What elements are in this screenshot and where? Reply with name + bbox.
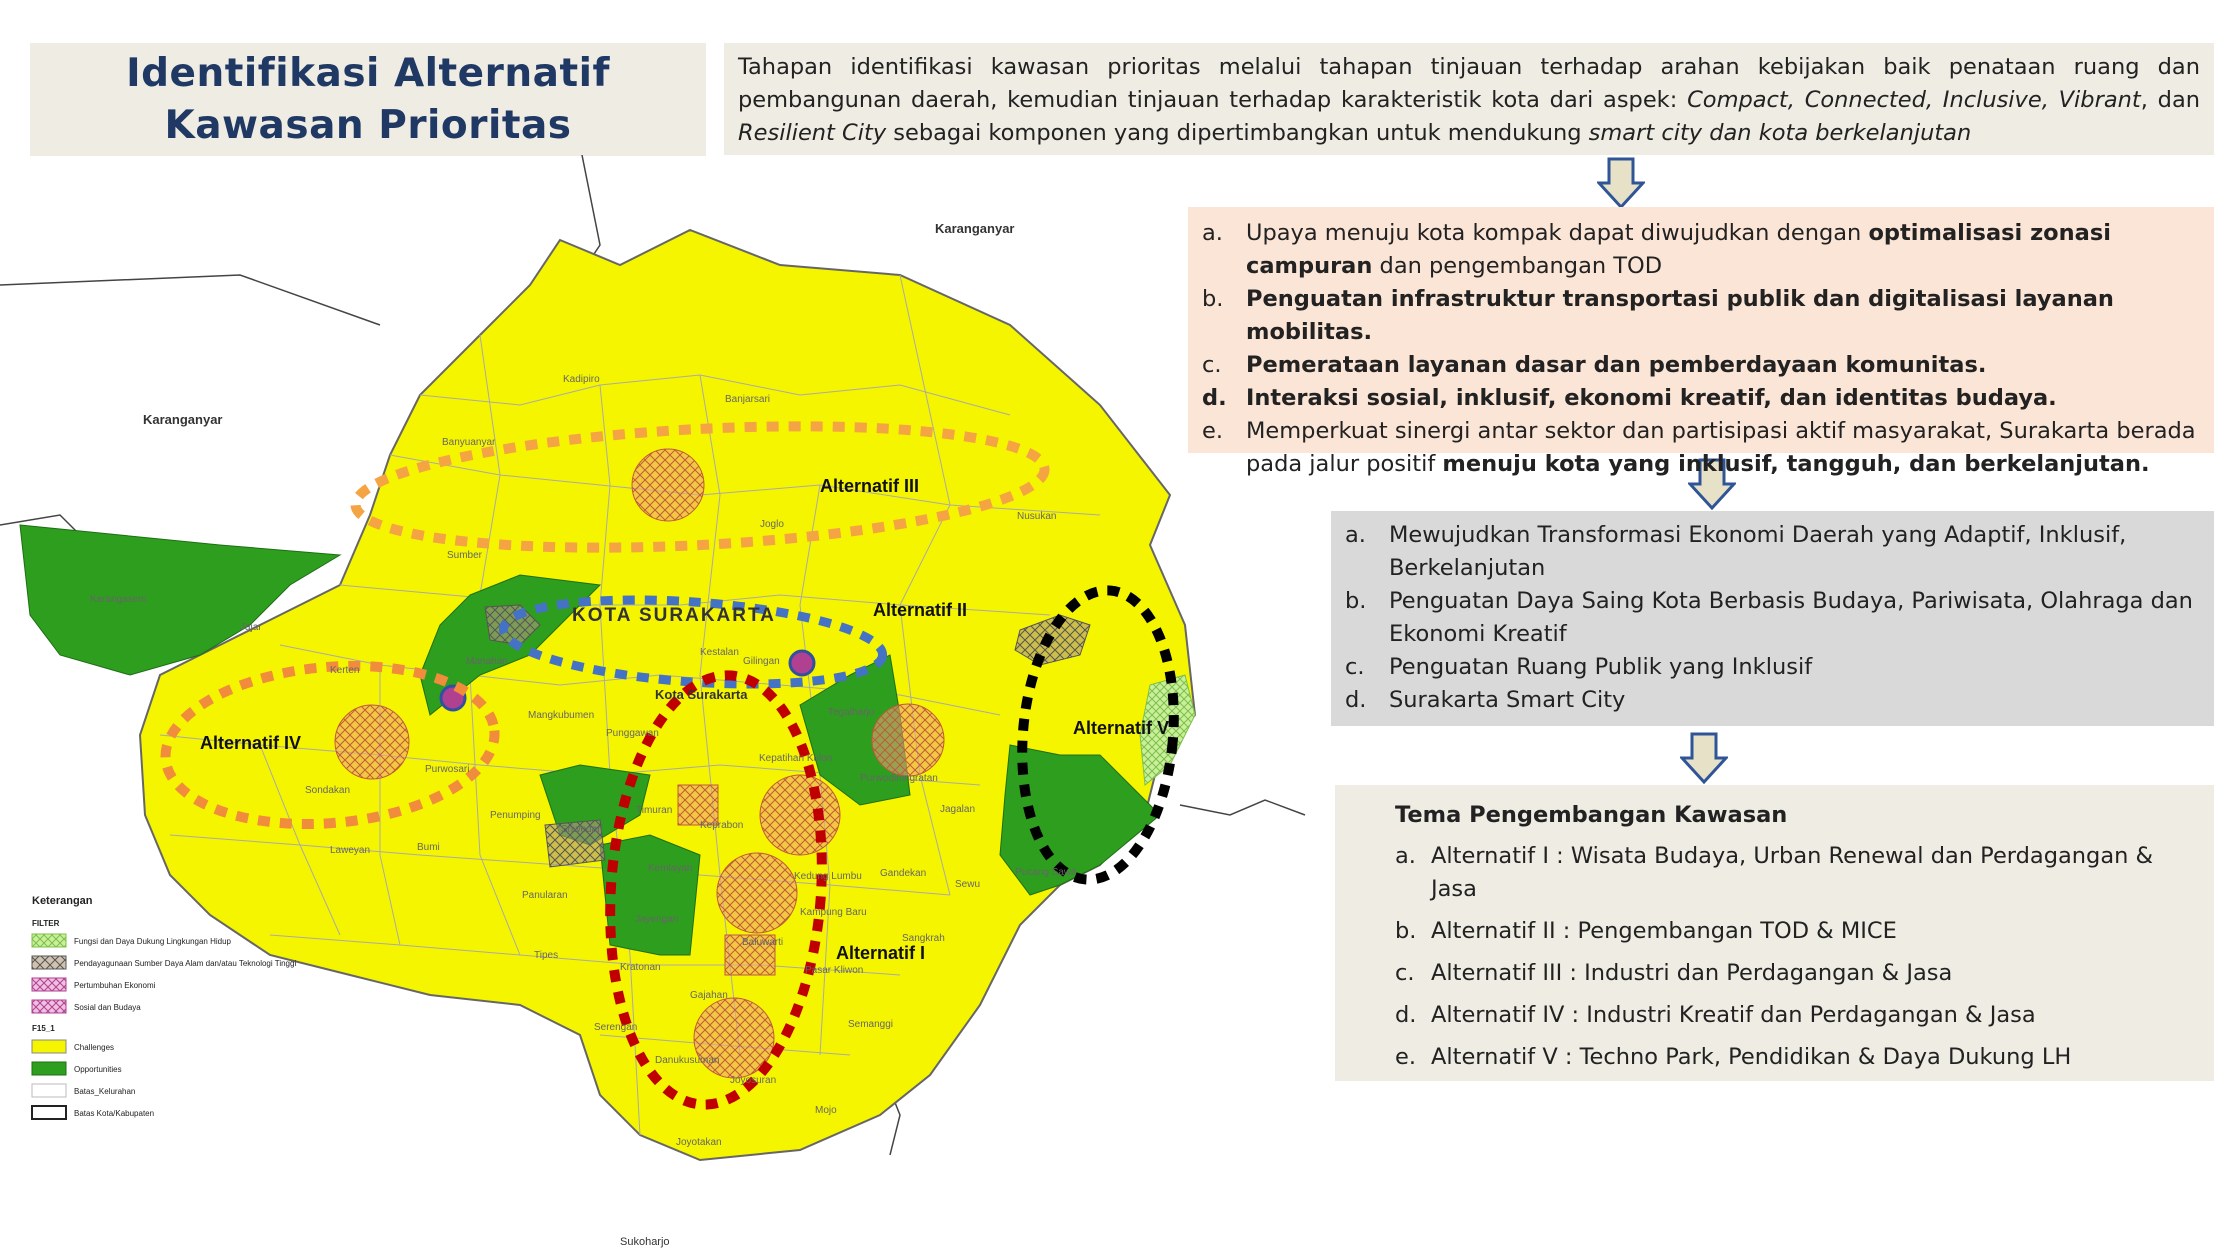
list-item: [1395, 999, 2200, 1032]
kelurahan-label: Kampung Baru: [800, 907, 867, 918]
legend-item: Sosial dan Budaya: [74, 1003, 141, 1012]
kelurahan-label: Mangkubumen: [528, 710, 595, 721]
list-text: dan pengembangan TOD: [1372, 253, 1663, 279]
legend-swatch: [32, 934, 66, 947]
kelurahan-label: Kepatihan Kulon: [759, 753, 833, 764]
legend-swatch: [32, 1062, 66, 1075]
legend-swatch: [32, 1084, 66, 1097]
alternative-iv-label: Alternatif IV: [200, 733, 302, 753]
list-letter: c.: [1345, 654, 1365, 680]
list-letter: a.: [1202, 220, 1223, 246]
list-text-bold: Penguatan infrastruktur transportasi publik dan digitalisasi layanan mobilitas.: [1246, 286, 2114, 345]
intro-text-2: Compact, Connected, Inclusive, Vibrant: [1687, 87, 2141, 113]
intro-text-3: , dan: [2140, 87, 2200, 113]
list-item: [1202, 283, 2200, 349]
kelurahan-label: Kedung Lumbu: [794, 871, 862, 882]
legend-item: Pendayagunaan Sumber Daya Alam dan/atau Teknologi Tinggi: [74, 959, 297, 968]
list-item: [1395, 957, 2200, 990]
list-text-bold: menuju kota yang inklusif, tangguh, dan berkelanjutan.: [1442, 451, 2150, 477]
page-title-line-1: Identifikasi Alternatif: [126, 50, 610, 96]
alternative-iii-label: Alternatif III: [820, 476, 920, 496]
kelurahan-label: Gajahan: [690, 990, 728, 1001]
kelurahan-label: Timuran: [636, 805, 673, 816]
list-item: [1202, 382, 2200, 415]
region-label: Sukoharjo: [620, 1236, 670, 1248]
kelurahan-label: Kadipiro: [563, 374, 600, 385]
regional-development-goals-box: [1331, 511, 2214, 726]
list-text: Alternatif III : Industri dan Perdagangan & Jasa: [1431, 960, 1953, 986]
legend-item: Opportunities: [74, 1065, 122, 1074]
kelurahan-label: Sriwedari: [561, 824, 603, 835]
alternative-i-label: Alternatif I: [836, 943, 926, 963]
kelurahan-label: Danukusuman: [655, 1055, 720, 1066]
legend-item: Challenges: [74, 1043, 115, 1052]
legend-item: Fungsi dan Daya Dukung Lingkungan Hidup: [74, 937, 231, 946]
intro-text-4: Resilient City: [738, 120, 887, 146]
kelurahan-label: Sangkrah: [902, 933, 945, 944]
kelurahan-label: Gilingan: [743, 656, 780, 667]
alternative-ii-label: Alternatif II: [873, 600, 968, 620]
list-letter: b.: [1345, 588, 1367, 614]
list-item: [1345, 585, 2200, 651]
list-item: [1345, 519, 2200, 585]
kelurahan-label: Kratonan: [620, 962, 661, 973]
kelurahan-label: Kemlayan: [648, 863, 693, 874]
region-label: Karanganyar: [935, 221, 1015, 236]
list-item: [1395, 840, 2200, 906]
region-label: Karanganyar: [143, 412, 223, 427]
list-text: Upaya menuju kota kompak dapat diwujudkan dengan: [1246, 220, 1869, 246]
legend-swatch: [32, 956, 66, 969]
list-text: Alternatif II : Pengembangan TOD & MICE: [1431, 918, 1897, 944]
kelurahan-label: Karangasem: [90, 594, 147, 605]
legend-filter-heading: FILTER: [32, 919, 60, 928]
list-letter: c.: [1202, 352, 1222, 378]
kelurahan-label: Manahan: [466, 656, 508, 667]
legend-item: Batas_Kelurahan: [74, 1087, 136, 1096]
list-letter: b.: [1395, 918, 1417, 944]
list-letter: a.: [1345, 522, 1366, 548]
surakarta-map: [0, 155, 1330, 1249]
list-text: Penguatan Daya Saing Kota Berbasis Budaya, Pariwisata, Olahraga dan Ekonomi Kreatif: [1389, 588, 2193, 647]
kelurahan-label: Semanggi: [848, 1019, 894, 1030]
intro-text-5: sebagai komponen yang dipertimbangkan untuk mendukung: [886, 120, 1589, 146]
list-letter: e.: [1202, 418, 1223, 444]
list-letter: c.: [1395, 960, 1415, 986]
page-title: [126, 48, 610, 152]
page-title-line-2: Kawasan Prioritas: [164, 102, 572, 148]
list-item: [1202, 415, 2200, 481]
kelurahan-label: Banjarsari: [725, 394, 771, 405]
list-letter: d.: [1345, 687, 1367, 713]
kelurahan-label: Sewu: [955, 879, 981, 890]
alternative-v-label: Alternatif V: [1073, 718, 1170, 738]
list-text-bold: Interaksi sosial, inklusif, ekonomi kreatif, dan identitas budaya.: [1246, 385, 2057, 411]
list-letter: b.: [1202, 286, 1224, 312]
kelurahan-label: Jayengan: [635, 914, 679, 925]
kelurahan-label: Pasar Kliwon: [805, 965, 864, 976]
list-item: [1202, 349, 2200, 382]
kelurahan-label: Joyotakan: [676, 1137, 722, 1148]
down-arrow-icon: [1597, 157, 1645, 209]
themes-heading: Tema Pengembangan Kawasan: [1395, 802, 1788, 828]
list-item: [1395, 915, 2200, 948]
down-arrow-icon: [1680, 732, 1728, 784]
list-text: Mewujudkan Transformasi Ekonomi Daerah yang Adaptif, Inklusif, Berkelanjutan: [1389, 522, 2127, 581]
list-letter: d.: [1395, 1002, 1417, 1028]
kelurahan-label: Keprabon: [700, 820, 744, 831]
city-label-small: Kota Surakarta: [655, 687, 748, 702]
legend-item: Pertumbuhan Ekonomi: [74, 981, 156, 990]
list-text-bold: optimalisasi zonasi campuran: [1246, 220, 2111, 279]
kelurahan-label: Kerten: [330, 665, 360, 676]
kelurahan-label: Jajar: [240, 622, 262, 633]
map-svg: [0, 155, 1330, 1249]
kelurahan-label: Punggawan: [606, 728, 659, 739]
kelurahan-label: Sumber: [447, 550, 483, 561]
kelurahan-label: Pucang Sawit: [1015, 867, 1077, 878]
list-item: [1345, 651, 2200, 684]
list-letter: e.: [1395, 1044, 1416, 1070]
legend-swatch: [32, 978, 66, 991]
kelurahan-label: Kestalan: [700, 647, 739, 658]
list-letter: a.: [1395, 843, 1416, 869]
kelurahan-label: Joyosuran: [730, 1075, 777, 1086]
kelurahan-label: Nusukan: [1017, 511, 1057, 522]
list-item: [1202, 217, 2200, 283]
list-text: Alternatif I : Wisata Budaya, Urban Renewal dan Perdagangan & Jasa: [1431, 843, 2154, 902]
kelurahan-label: Gandekan: [880, 868, 927, 879]
list-letter: d.: [1202, 385, 1227, 411]
compact-city-principles-box: [1188, 207, 2214, 477]
kelurahan-label: Serengan: [594, 1022, 638, 1033]
kelurahan-label: Purwodiningratan: [860, 773, 938, 784]
list-item: [1395, 1041, 2200, 1074]
kelurahan-label: Penumping: [490, 810, 541, 821]
development-themes-box: [1335, 785, 2214, 1081]
legend-swatch: [32, 1040, 66, 1053]
list-text: Penguatan Ruang Publik yang Inklusif: [1389, 654, 1813, 680]
kelurahan-label: Purwosari: [425, 764, 470, 775]
intro-text-1: Tahapan identifikasi kawasan prioritas melalui tahapan tinjauan terhadap arahan kebijakan baik penataan ruang dan pembangunan daerah, kemudian tinjauan terhadap karakteristik kota dari aspek:: [738, 54, 2200, 113]
kelurahan-label: Jagalan: [940, 804, 976, 815]
legend-f15-heading: F15_1: [32, 1024, 55, 1033]
kelurahan-label: Tegalharjo: [828, 707, 875, 718]
kelurahan-label: Joglo: [760, 519, 784, 530]
legend-item: Batas Kota/Kabupaten: [74, 1109, 155, 1118]
legend-swatch: [32, 1000, 66, 1013]
kelurahan-label: Tipes: [534, 950, 559, 961]
city-label: KOTA SURAKARTA: [572, 605, 776, 626]
list-item: [1345, 684, 2200, 717]
list-text: Alternatif V : Techno Park, Pendidikan & Daya Dukung LH: [1431, 1044, 2072, 1070]
list-text: Alternatif IV : Industri Kreatif dan Perdagangan & Jasa: [1431, 1002, 2036, 1028]
kelurahan-label: Bumi: [417, 842, 440, 853]
legend-swatch: [32, 1106, 66, 1119]
list-text-bold: Pemerataan layanan dasar dan pemberdayaan komunitas.: [1246, 352, 1987, 378]
kelurahan-label: Mojo: [815, 1105, 837, 1116]
kelurahan-label: Sondakan: [305, 785, 351, 796]
kelurahan-label: Banyuanyar: [442, 437, 496, 448]
legend-heading: Keterangan: [32, 895, 93, 907]
title-box: [30, 43, 706, 156]
intro-paragraph: [724, 43, 2214, 155]
kelurahan-label: Laweyan: [330, 845, 371, 856]
kelurahan-label: Baluwarti: [742, 937, 784, 948]
intro-text-6: smart city dan kota berkelanjutan: [1588, 120, 1972, 146]
kelurahan-label: Panularan: [522, 890, 568, 901]
list-text: Surakarta Smart City: [1389, 687, 1626, 713]
list-text: Memperkuat sinergi antar sektor dan partisipasi aktif masyarakat, Surakarta berada pada jalur positif: [1246, 418, 2196, 477]
